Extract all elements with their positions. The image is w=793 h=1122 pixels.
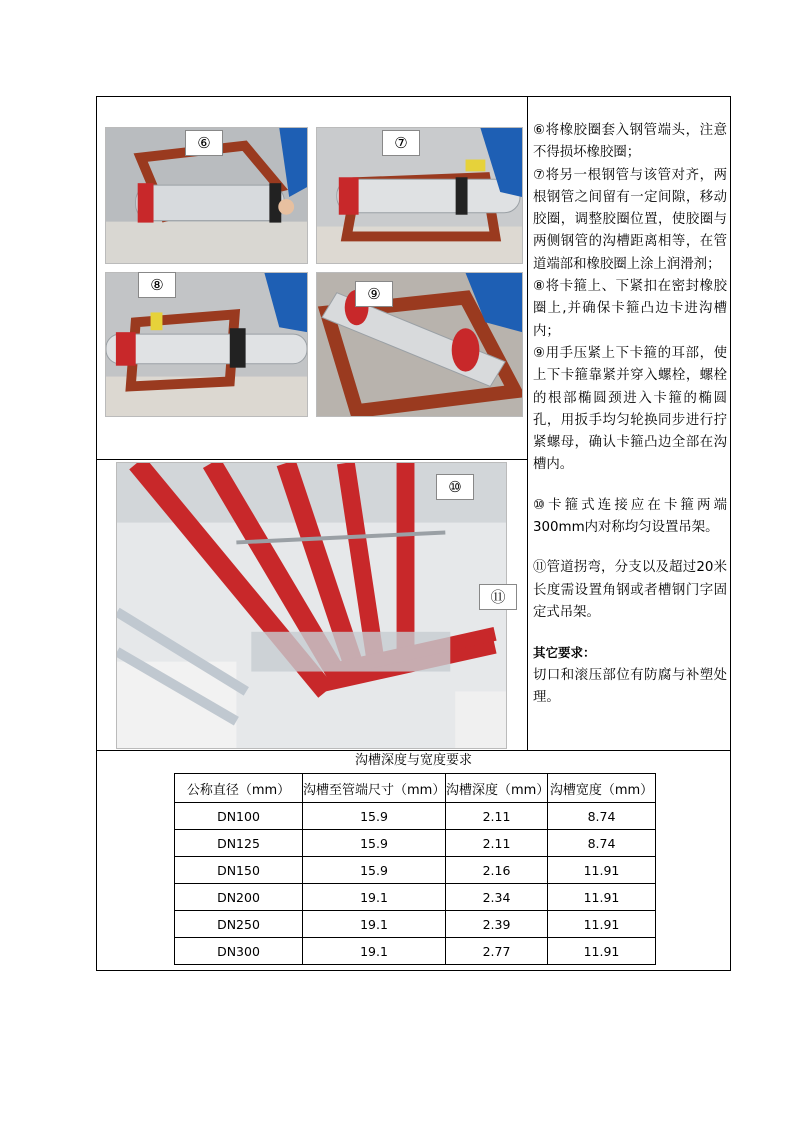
callout-9: ⑨ bbox=[355, 281, 393, 307]
header-groove-width: 沟槽宽度（mm） bbox=[548, 774, 656, 803]
table-cell: 19.1 bbox=[303, 938, 446, 965]
header-groove-to-end: 沟槽至管端尺寸（mm） bbox=[303, 774, 446, 803]
step-8-text: ⑧将卡箍上、下紧扣在密封橡胶圈上,并确保卡箍凸边卡进沟槽内； bbox=[533, 279, 727, 339]
photo-step-8 bbox=[105, 272, 308, 417]
table-cell: 2.11 bbox=[446, 830, 548, 857]
table-cell: 2.34 bbox=[446, 884, 548, 911]
table-cell: 2.77 bbox=[446, 938, 548, 965]
table-cell: DN100 bbox=[175, 803, 303, 830]
table-cell: 19.1 bbox=[303, 884, 446, 911]
table-cell: DN200 bbox=[175, 884, 303, 911]
table-cell: 11.91 bbox=[548, 911, 656, 938]
table-cell: 2.11 bbox=[446, 803, 548, 830]
table-cell: DN125 bbox=[175, 830, 303, 857]
table-row bbox=[175, 938, 656, 965]
step-6-text: ⑥将橡胶圈套入钢管端头，注意不得损坏橡胶圈； bbox=[533, 123, 727, 161]
table-cell: DN250 bbox=[175, 911, 303, 938]
table-header-row bbox=[175, 774, 656, 803]
column-divider bbox=[527, 96, 528, 751]
photo-pipe-hangers bbox=[116, 462, 507, 749]
table-title: 沟槽深度与宽度要求 bbox=[354, 753, 472, 768]
callout-7: ⑦ bbox=[382, 130, 420, 156]
step-7-text: ⑦将另一根钢管与该管对齐，两根钢管之间留有一定间隙，移动胶圈，调整胶圈位置，使胶圈与两侧钢管的沟槽距离相等，在管道端部和橡胶圈上涂上润滑剂； bbox=[533, 167, 727, 272]
table-cell: 2.16 bbox=[446, 857, 548, 884]
other-requirements-title: 其它要求： bbox=[533, 645, 596, 661]
row-divider-photos bbox=[96, 459, 528, 460]
callout-6: ⑥ bbox=[185, 130, 223, 156]
table-cell: DN300 bbox=[175, 938, 303, 965]
header-nominal-diameter: 公称直径（mm） bbox=[175, 774, 303, 803]
callout-10: ⑩ bbox=[436, 474, 474, 500]
table-row bbox=[175, 911, 656, 938]
table-cell: 8.74 bbox=[548, 830, 656, 857]
table-cell: 2.39 bbox=[446, 911, 548, 938]
callout-8: ⑧ bbox=[138, 272, 176, 298]
table-cell: 15.9 bbox=[303, 803, 446, 830]
photo-step-9 bbox=[316, 272, 523, 417]
step-11-text: ⑪管道拐弯，分支以及超过20米长度需设置角钢或者槽钢门字固定式吊架。 bbox=[533, 560, 727, 620]
groove-spec-table bbox=[174, 773, 656, 965]
callout-11: ⑪ bbox=[479, 584, 517, 610]
table-cell: 11.91 bbox=[548, 857, 656, 884]
table-cell: DN150 bbox=[175, 857, 303, 884]
table-cell: 15.9 bbox=[303, 857, 446, 884]
step-10-text: ⑩卡箍式连接应在卡箍两端300mm内对称均匀设置吊架。 bbox=[533, 497, 727, 536]
table-row bbox=[175, 830, 656, 857]
table-cell: 8.74 bbox=[548, 803, 656, 830]
row-divider-table bbox=[96, 750, 731, 751]
table-row bbox=[175, 857, 656, 884]
other-requirements-text: 切口和滚压部位有防腐与补塑处理。 bbox=[533, 667, 727, 705]
table-cell: 11.91 bbox=[548, 938, 656, 965]
table-cell: 15.9 bbox=[303, 830, 446, 857]
table-cell: 19.1 bbox=[303, 911, 446, 938]
header-groove-depth: 沟槽深度（mm） bbox=[446, 774, 548, 803]
table-row bbox=[175, 884, 656, 911]
step-9-text: ⑨用手压紧上下卡箍的耳部，使上下卡箍靠紧并穿入螺栓，螺栓的根部椭圆颈进入卡箍的椭圆孔，用扳手均匀轮换同步进行拧紧螺母，确认卡箍凸边全部在沟槽内。 bbox=[533, 345, 727, 473]
table-cell: 11.91 bbox=[548, 884, 656, 911]
table-row bbox=[175, 803, 656, 830]
steps-column bbox=[533, 120, 727, 709]
